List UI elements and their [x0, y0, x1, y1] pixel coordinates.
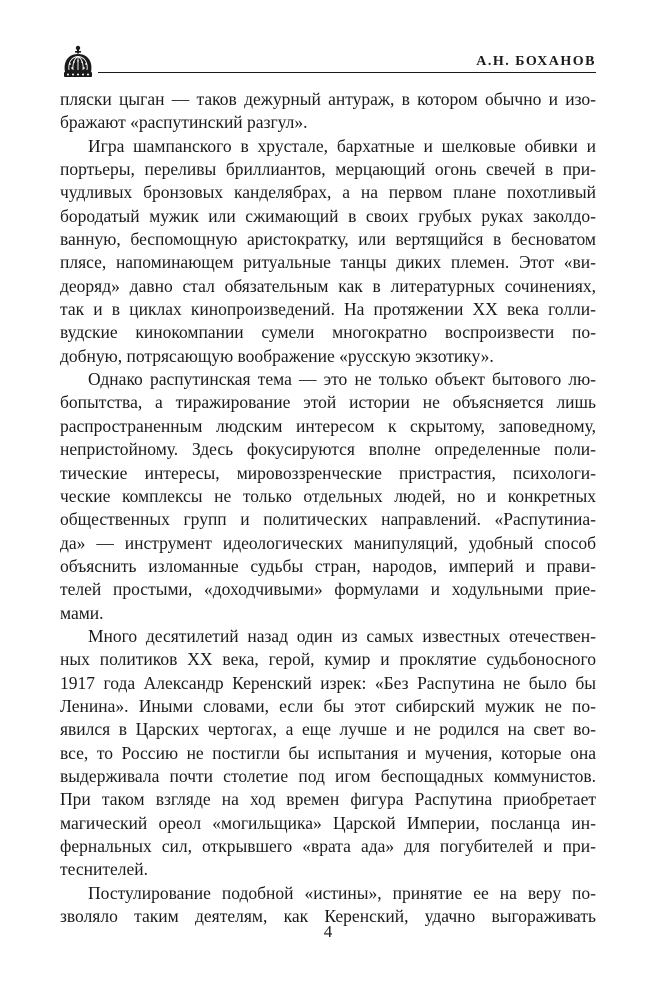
text-line: чудливых бронзовых канделябрах, а на первом плане похотливый	[60, 182, 596, 203]
text-line: ческие комплексы не только отдельных людей, но и конкретных	[60, 485, 596, 506]
text-line: явился в Царских чертогах, а еще лучше и не родился на свет во-	[60, 719, 596, 740]
text-line: распространенным людским интересом к скрытому, заповедному,	[60, 415, 596, 436]
page-number: 4	[323, 922, 333, 941]
text-line: Постулирование подобной «истины», принятие ее на веру по-	[88, 882, 596, 903]
text-line: все, то Россию не постигли бы испытания и мучения, которые она	[60, 742, 596, 763]
text-line: зволяло таким деятелям, как Керенский, удачно выгораживать	[60, 906, 596, 927]
text-line: При таком взгляде на ход времен фигура Распутина приобретает	[60, 789, 596, 810]
text-line: да» — инструмент идеологических манипуляций, удобный способ	[60, 532, 596, 553]
text-line: вудские кинокомпании сумели многократно воспроизвести по-	[60, 322, 596, 343]
page-body	[60, 88, 596, 928]
text-line: тические интересы, мировоззренческие пристрастия, психологи-	[60, 462, 596, 483]
text-line: бражают «распутинский разгул».	[60, 112, 308, 133]
text-line: общественных групп и политических направлений. «Распутиниа-	[60, 509, 596, 530]
text-line: ных политиков XX века, герой, кумир и проклятие судьбоносного	[60, 649, 596, 670]
text-line: Много десятилетий назад один из самых известных отечествен-	[88, 625, 596, 646]
text-line: фернальных сил, открывшего «врата ада» для погубителей и при-	[60, 836, 596, 856]
text-line: плясе, напоминающем ритуальные танцы диких племен. Этот «ви-	[60, 252, 596, 273]
running-head-author: А.Н. БОХАНОВ	[476, 54, 596, 69]
text-line: деоряд» давно стал обязательным как в литературных сочинениях,	[60, 275, 596, 296]
text-line: Ленина». Иными словами, если бы этот сибирский мужик не по-	[60, 695, 596, 716]
text-line: теснителей.	[60, 859, 149, 880]
text-line: магический ореол «могильщика» Царской Империи, посланца ин-	[60, 812, 596, 833]
text-line: выдерживала почти столетие под игом беспощадных коммунистов.	[60, 765, 596, 786]
text-line: так и в циклах кинопроизведений. На протяжении XX века голли-	[60, 299, 596, 320]
text-line: непристойному. Здесь фокусируются вполне определенные поли-	[60, 439, 596, 460]
text-line: телей простыми, «доходчивыми» формулами и ходульными прие-	[60, 579, 596, 600]
text-line: Однако распутинская тема — это не только объект бытового лю-	[88, 369, 596, 390]
text-line: объяснить изломанные судьбы стран, народов, империй и прави-	[60, 555, 596, 576]
text-line: пляски цыган — таков дежурный антураж, в котором обычно и изо-	[60, 89, 596, 109]
text-line: 1917 года Александр Керенский изрек: «Без Распутина не было бы	[60, 672, 596, 693]
text-line: бопытства, а тиражирование этой истории не объясняется лишь	[60, 392, 596, 413]
crown-icon	[60, 44, 96, 82]
text-line: Игра шампанского в хрустале, бархатные и шелковые обивки и	[88, 135, 596, 156]
text-line: ванную, беспомощную аристократку, или вертящийся в бесноватом	[60, 229, 596, 250]
text-line: бородатый мужик или сжимающий в своих грубых руках заколдо-	[60, 205, 596, 226]
header-rule	[98, 72, 596, 73]
text-line: портьеры, переливы бриллиантов, мерцающий огонь свечей в при-	[60, 159, 596, 180]
text-line: добную, потрясающую воображение «русскую экзотику».	[60, 345, 494, 366]
running-header	[60, 44, 596, 84]
text-line: мами.	[60, 602, 104, 623]
